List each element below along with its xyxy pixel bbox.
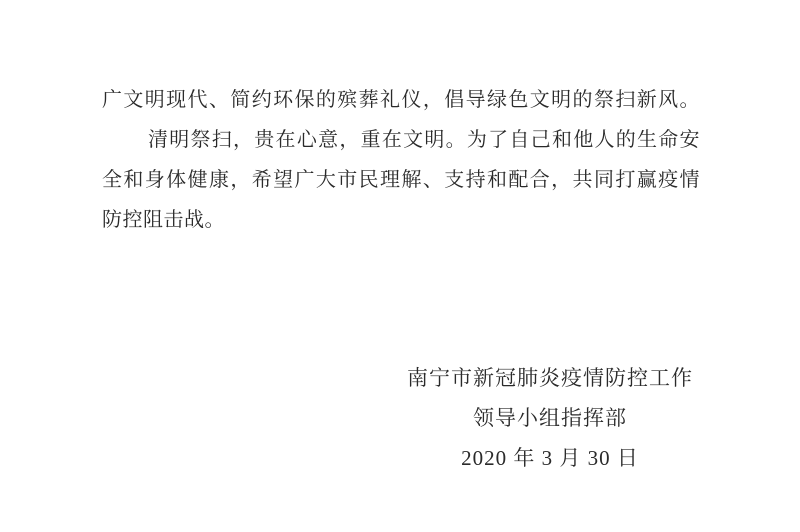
body-text <box>102 80 700 240</box>
body-line-1: 广文明现代、简约环保的殡葬礼仪，倡导绿色文明的祭扫新风。 <box>102 89 700 111</box>
body-line-2: 清明祭扫，贵在心意，重在文明。为了自己和他人的生命安 <box>148 129 700 151</box>
signature-org-line-2: 领导小组指挥部 <box>473 406 627 430</box>
signature-block <box>380 358 720 478</box>
signature-org-line-1: 南宁市新冠肺炎疫情防控工作 <box>407 366 693 390</box>
body-line-3: 全和身体健康，希望广大市民理解、支持和配合，共同打赢疫情 <box>102 169 700 191</box>
signature-date: 2020 年 3 月 30 日 <box>461 446 639 470</box>
body-line-4: 防控阻击战。 <box>102 209 225 231</box>
